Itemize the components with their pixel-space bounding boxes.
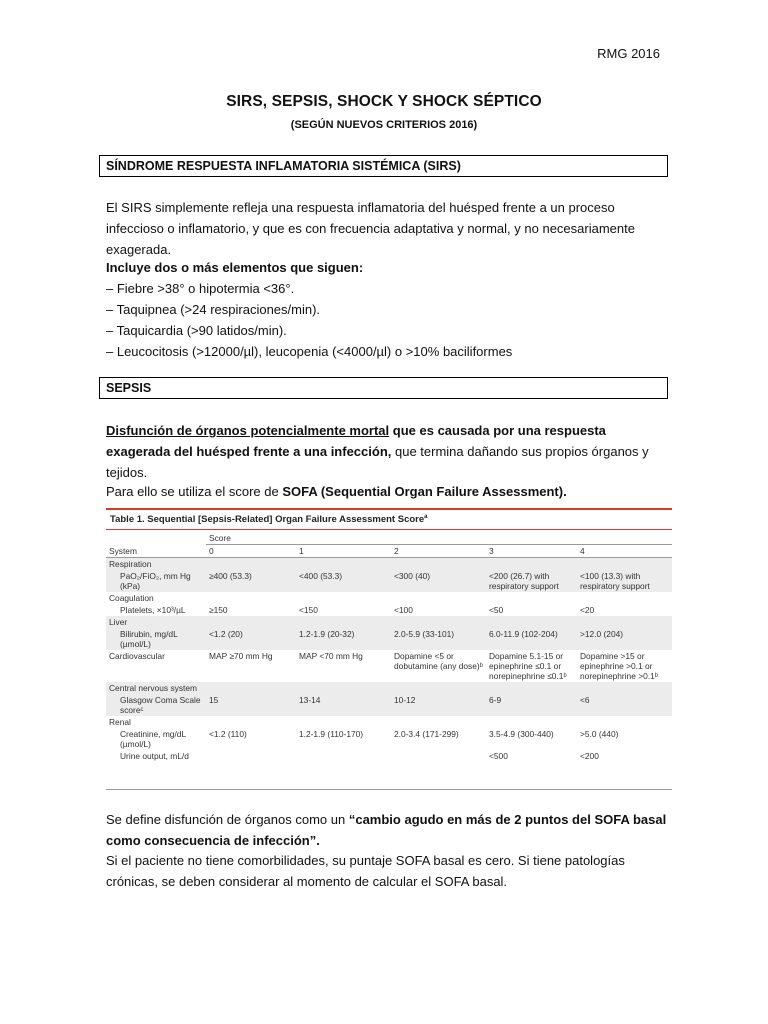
column-header: 2 xyxy=(391,545,486,558)
sofa-score-table xyxy=(106,508,672,790)
table-row: Cardiovascular MAP ≥70 mm Hg MAP <70 mm Hg Dopamine <5 or dobutamine (any dose)ᵇ Dopamine 5.1-15 or epinephrine ≤0.1 or norepinephrine ≤0.1ᵇ Dopamine >15 or epinephrine >0.1 or norepinephrine >0.1ᵇ xyxy=(109,651,658,681)
column-header: 0 xyxy=(206,545,296,558)
score-label: Score xyxy=(206,532,296,545)
table-category-row: Liver xyxy=(106,616,672,628)
list-item: – Taquipnea (>24 respiraciones/min). xyxy=(106,302,321,317)
page-subtitle: (SEGÚN NUEVOS CRITERIOS 2016) xyxy=(290,119,478,131)
sirs-intro-paragraph: El SIRS simplemente refleja una respuesta inflamatoria del huésped frente a un proceso infeccioso o inflamatorio, y que es con frecuencia adaptativa y normal, y no necesariamente exagerada. xyxy=(106,200,635,257)
column-header: 1 xyxy=(296,545,391,558)
definition-lead: Se define disfunción de órganos como un xyxy=(106,812,349,827)
sepsis-definition-term: Disfunción de órganos potencialmente mortal xyxy=(106,423,390,438)
table-category-row: Renal xyxy=(109,717,131,727)
baseline-sofa-note: Si el paciente no tiene comorbilidades, su puntaje SOFA basal es cero. Si tiene patologías crónicas, se deben considerar al momento de calcular el SOFA basal. xyxy=(106,853,625,889)
list-item: – Fiebre >38° o hipotermia <36°. xyxy=(106,281,295,296)
table-row xyxy=(106,532,672,545)
sepsis-definition-bold: que es causada por una respuesta exagerada del huésped frente a una infección, xyxy=(106,423,606,459)
table-title xyxy=(110,514,427,525)
table-row: Creatinine, mg/dL (µmol/L) <1.2 (110) 1.2-1.9 (110-170) 2.0-3.4 (171-299) 3.5-4.9 (300-440) >5.0 (440) xyxy=(120,729,619,749)
sofa-intro-text: Para ello se utiliza el score de xyxy=(106,484,283,499)
section-heading-sirs: SÍNDROME RESPUESTA INFLAMATORIA SISTÉMICA (SIRS) xyxy=(99,155,668,177)
sofa-table-grid xyxy=(106,532,672,762)
column-header: 3 xyxy=(486,545,577,558)
organ-dysfunction-definition xyxy=(106,809,672,851)
table-bottom-rule xyxy=(106,789,672,790)
list-item: – Leucocitosis (>12000/µl), leucopenia (<4000/µl) o >10% baciliformes xyxy=(106,344,513,359)
table-row: Bilirubin, mg/dL (µmol/L) <1.2 (20) 1.2-1.9 (20-32) 2.0-5.9 (33-101) 6.0-11.9 (102-204) >12.0 (204) xyxy=(106,628,672,650)
section-heading-sepsis: SEPSIS xyxy=(99,377,668,399)
table-header-row xyxy=(106,545,672,558)
table-category-row: Respiration xyxy=(106,558,672,571)
table-accent-bar xyxy=(106,508,672,510)
table-title-text: Table 1. Sequential [Sepsis-Related] Organ Failure Assessment Score xyxy=(110,514,425,526)
sofa-intro-paragraph xyxy=(106,481,672,502)
sirs-criteria-heading: Incluye dos o más elementos que siguen: xyxy=(106,260,364,275)
table-title-divider xyxy=(106,529,672,530)
header-tag: RMG 2016 xyxy=(597,46,660,61)
table-title-footnote: a xyxy=(424,514,428,520)
table-row: Glasgow Coma Scale scoreᶜ 15 13-14 10-12 6-9 <6 xyxy=(106,694,672,716)
definition-quote: “cambio agudo en más de 2 puntos del SOFA basal como consecuencia de infección”. xyxy=(106,812,667,848)
table-row: PaO₂/FiO₂, mm Hg (kPa) ≥400 (53.3) <400 (53.3) <300 (40) <200 (26.7) with respiratory support <100 (13.3) with respiratory support xyxy=(106,570,672,592)
table-row: Platelets, ×10³/µL ≥150 <150 <100 <50 <20 xyxy=(120,605,595,615)
column-header: 4 xyxy=(577,545,672,558)
list-item: – Taquicardia (>90 latidos/min). xyxy=(106,323,287,338)
column-header: System xyxy=(106,545,206,558)
sepsis-definition-rest: que termina dañando sus propios órganos y tejidos. xyxy=(106,444,649,480)
table-row: Urine output, mL/d <500 <200 xyxy=(120,751,599,761)
sirs-criteria-list xyxy=(106,257,672,362)
sepsis-definition-paragraph xyxy=(106,420,672,483)
table-category-row: Coagulation xyxy=(109,593,154,603)
table-category-row: Central nervous system xyxy=(106,682,672,694)
sofa-intro-name: SOFA (Sequential Organ Failure Assessment). xyxy=(282,484,567,499)
page-title: SIRS, SEPSIS, SHOCK Y SHOCK SÉPTICO xyxy=(226,93,542,110)
